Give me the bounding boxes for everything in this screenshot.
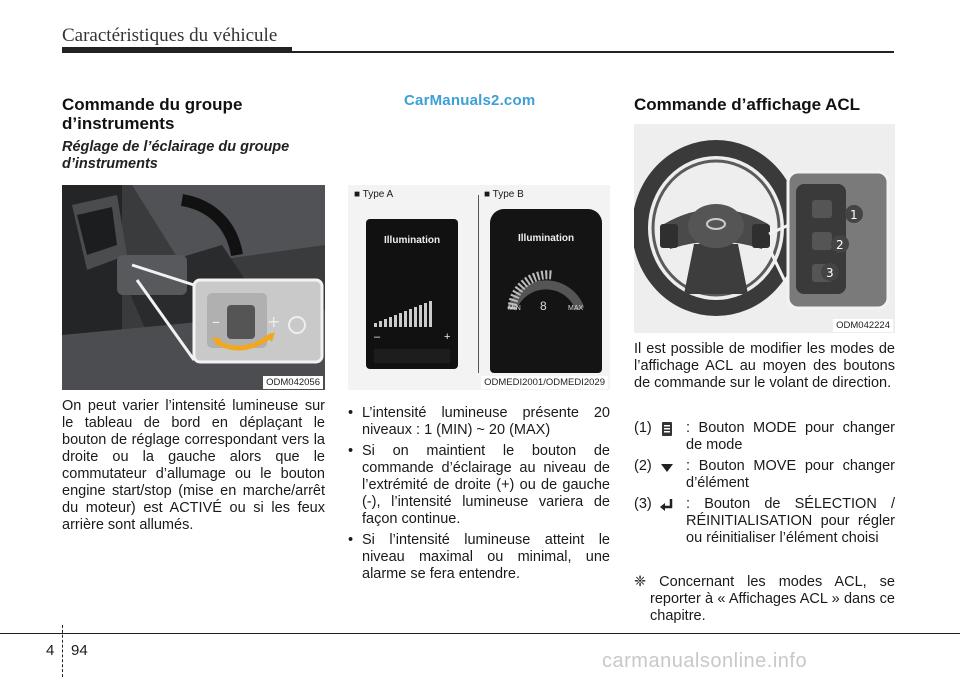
figure-divider: [478, 195, 479, 373]
figure-code: ODM042056: [263, 376, 323, 389]
svg-text:3: 3: [826, 266, 834, 280]
button-description-text: : Bouton de SÉLECTION / RÉINITIALISATION pour régler ou réinitialiser l’élément choisi: [686, 496, 895, 546]
header-rule: [62, 51, 894, 53]
display-type-b: [490, 209, 602, 373]
select-reset-icon: [659, 497, 675, 513]
illumination-title-a: Illumination: [384, 235, 441, 246]
svg-text:2: 2: [836, 238, 844, 252]
illumination-bullet-list: [348, 405, 610, 587]
section-heading-lcd-control: Commande d’affichage ACL: [634, 95, 861, 114]
button-number: (3): [634, 496, 652, 512]
body-paragraph-dimmer: On peut varier l’intensité lumineuse sur le tableau de bord en déplaçant le bouton de réglage correspondant vers la droite ou la gauche alors que le commutateur d’allumage ou le bouton engine start/stop (mise en marche/arrêt du moteur) est ACTIVÉ ou si les feux arrière sont allumés.: [62, 398, 325, 533]
level-value: 8: [540, 299, 547, 313]
figure-steering-wheel: [634, 124, 895, 333]
body-paragraph-lcd: Il est possible de modifier les modes de l’affichage ACL au moyen des boutons de commande sur le volant de direction.: [634, 341, 895, 391]
subsection-heading-illumination: Réglage de l’éclairage du groupe d’instruments: [62, 139, 290, 172]
button-description-select-reset: [634, 496, 895, 566]
dashboard-illustration: [62, 185, 325, 390]
figure-code: ODM042224: [833, 319, 893, 332]
watermark-bottom: carmanualsonline.info: [602, 650, 808, 672]
illumination-level-bars: [366, 267, 458, 337]
button-number: (2): [634, 458, 652, 474]
steering-wheel-illustration: [634, 124, 895, 333]
max-label: MAX: [568, 305, 584, 312]
button-description-move: [634, 458, 895, 494]
plus-label: +: [444, 331, 451, 343]
type-b-label: ■ Type B: [484, 189, 524, 200]
illumination-title-b: Illumination: [518, 233, 575, 244]
svg-text:1: 1: [850, 208, 858, 222]
note-lcd-modes: ❈ Concernant les modes ACL, se reporter à « Affichages ACL » dans ce chapitre.: [634, 574, 895, 624]
footer-rule: [0, 633, 960, 634]
bullet-item: • L’intensité lumineuse présente 20 niveaux : 1 (MIN) ~ 20 (MAX): [348, 405, 610, 438]
figure-code: ODMEDI2001/ODMEDI2029: [481, 376, 608, 389]
button-number: (1): [634, 420, 652, 436]
bullet-item: • Si l’intensité lumineuse atteint le niveau maximal ou minimal, une alarme se fera entendre.: [348, 532, 610, 582]
figure-dashboard-dimmer: [62, 185, 325, 390]
svg-text:–: –: [212, 312, 220, 331]
mode-icon: [659, 421, 675, 437]
watermark-link[interactable]: CarManuals2.com: [404, 92, 536, 109]
min-label: MIN: [508, 305, 521, 312]
footer-separator: [62, 625, 63, 677]
page-header-title: Caractéristiques du véhicule: [62, 25, 278, 46]
bullet-item: • Si on maintient le bouton de commande d’éclairage au niveau de l’extrémité de droite (+) ou de gauche (-), l’intensité lumineuse variera de façon continue.: [348, 443, 610, 527]
figure-illumination-displays: [348, 185, 610, 390]
display-type-a: [366, 219, 458, 369]
move-down-icon: [659, 459, 675, 475]
type-a-label: ■ Type A: [354, 189, 394, 200]
button-description-text: : Bouton MODE pour changer de mode: [686, 420, 895, 453]
svg-text:+: +: [267, 312, 281, 331]
button-description-mode: [634, 420, 895, 456]
display-bottom-segment: [374, 349, 450, 363]
button-description-text: : Bouton MOVE pour changer d’élément: [686, 458, 895, 491]
section-heading-instrument-control: Commande du groupe d’instruments: [62, 95, 243, 133]
chapter-number: 4: [46, 642, 55, 659]
minus-label: –: [374, 331, 381, 343]
page-number: 94: [71, 642, 88, 659]
